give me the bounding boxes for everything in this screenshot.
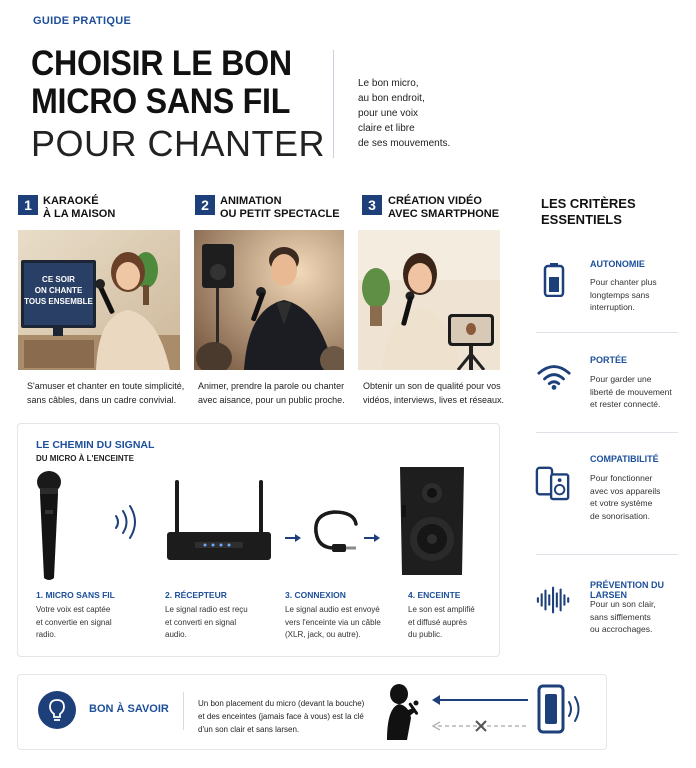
intro-line: de ses mouvements. — [358, 138, 451, 149]
criterion-name: PORTÉE — [590, 355, 628, 365]
use-case-title — [220, 195, 340, 221]
intro-line: Le bon micro, — [358, 78, 419, 89]
crit-line: ou accrochages. — [590, 624, 653, 634]
use-case-number: 3 — [362, 195, 382, 215]
radio-waves-icon — [110, 504, 140, 545]
criteria-divider — [536, 554, 678, 555]
use-case-title — [388, 195, 499, 221]
tv-text-line: CE SOIR — [42, 275, 75, 284]
step-name: 3. CONNEXION — [285, 590, 346, 600]
step-description — [408, 604, 475, 642]
step-description — [165, 604, 248, 642]
speaker-icon — [396, 465, 468, 582]
step-line: et diffusé auprès — [408, 617, 468, 627]
criteria-title-line: LES CRITÈRES — [541, 196, 636, 211]
use-case-title-line: À LA MAISON — [43, 208, 116, 220]
audio-cable-icon — [312, 508, 360, 565]
criteria-divider — [536, 332, 678, 333]
crit-line: sans sifflements — [590, 611, 651, 622]
use-case-title-line: ANIMATION — [220, 195, 282, 207]
step-line: Votre voix est captée — [36, 605, 111, 614]
karaoke-photo — [18, 230, 180, 370]
step-line: du public. — [408, 630, 443, 639]
tip-title: BON À SAVOIR — [89, 703, 169, 715]
singer-silhouette-icon — [383, 682, 425, 745]
step-description — [285, 604, 381, 642]
signal-title: LE CHEMIN DU SIGNAL — [36, 439, 155, 451]
video-creator-photo — [358, 230, 500, 370]
step-line: audio. — [165, 630, 187, 639]
use-case-number: 2 — [195, 195, 215, 215]
step-line: et convertie en signal — [36, 617, 112, 627]
tv-text-line: ON CHANTE — [34, 286, 83, 295]
signal-subtitle: DU MICRO À L'ENCEINTE — [36, 454, 134, 463]
battery-icon — [536, 262, 572, 298]
blocked-path-icon — [430, 719, 530, 738]
tip-line: d'un son clair et sans larsen. — [198, 725, 300, 734]
page-title-line-3: POUR CHANTER — [31, 123, 326, 164]
use-case-description — [363, 379, 504, 407]
crit-line: liberté de mouvement — [590, 386, 672, 397]
desc-line: S'amuser et chanter en toute simplicité, — [27, 381, 185, 391]
tip-divider — [183, 692, 184, 730]
criterion-name: AUTONOMIE — [590, 259, 645, 269]
criteria-title-line: ESSENTIELS — [541, 212, 622, 227]
intro-text — [358, 76, 450, 151]
lightbulb-icon — [38, 691, 76, 734]
criterion-description — [590, 472, 660, 522]
use-case-description — [198, 379, 345, 407]
arrow-right-icon — [363, 530, 381, 548]
criterion-description — [590, 373, 672, 411]
arrow-right-icon — [284, 530, 302, 548]
use-case-number: 1 — [18, 195, 38, 215]
soundwave-icon — [536, 582, 572, 618]
desc-line: sans câbles, dans un cadre convivial. — [27, 395, 177, 405]
desc-line: Obtenir un son de qualité pour vos — [363, 381, 501, 391]
page-title-line-2: MICRO SANS FIL — [31, 82, 291, 121]
step-line: radio. — [36, 630, 57, 639]
step-line: Le signal audio est envoyé — [285, 605, 380, 614]
step-line: et converti en signal — [165, 617, 237, 627]
step-line: Le signal radio est reçu — [165, 605, 248, 614]
intro-line: pour une voix — [358, 108, 419, 119]
crit-line: avec vos appareils — [590, 485, 661, 496]
tv-screen-text — [24, 274, 93, 307]
step-name: 2. RÉCEPTEUR — [165, 590, 227, 600]
criteria-divider — [536, 432, 678, 433]
receiver-icon — [165, 480, 273, 567]
crit-line: Pour chanter plus — [590, 277, 657, 287]
crit-line: et votre système — [590, 498, 653, 508]
arrow-left-icon — [430, 693, 530, 711]
crit-line: Pour un son clair, — [590, 599, 656, 609]
step-name: 1. MICRO SANS FIL — [36, 590, 115, 600]
criterion-name: COMPATIBILITÉ — [590, 454, 659, 464]
desc-line: Animer, prendre la parole ou chanter — [198, 381, 345, 391]
criterion-name: PRÉVENTION DU LARSEN — [590, 580, 665, 600]
use-case-title — [43, 195, 115, 221]
step-description — [36, 604, 112, 642]
use-case-description — [27, 379, 184, 407]
tv-text-line: TOUS ENSEMBLE — [24, 297, 93, 306]
intro-line: au bon endroit, — [358, 93, 425, 104]
wifi-icon — [536, 359, 572, 395]
step-line: vers l'enceinte via un câble — [285, 617, 381, 627]
tip-line: Un bon placement du micro (devant la bouche) — [198, 699, 365, 708]
page-title-line-1: CHOISIR LE BON — [31, 44, 292, 83]
desc-line: avec aisance, pour un public proche. — [198, 395, 345, 405]
desc-line: vidéos, interviews, lives et réseaux. — [363, 395, 505, 405]
crit-line: et rester connecté. — [590, 399, 661, 409]
kicker: GUIDE PRATIQUE — [33, 15, 132, 27]
criteria-title — [541, 196, 636, 228]
crit-line: Pour fonctionner — [590, 473, 653, 483]
devices-icon — [535, 465, 571, 501]
use-case-title-line: KARAOKÉ — [43, 195, 99, 207]
intro-line: claire et libre — [358, 123, 415, 134]
tip-text — [198, 697, 368, 736]
crit-line: de sonorisation. — [590, 510, 651, 521]
wireless-mic-icon — [34, 470, 64, 587]
use-case-title-line: AVEC SMARTPHONE — [388, 208, 500, 220]
use-case-title-line: CRÉATION VIDÉO — [388, 195, 482, 207]
step-name: 4. ENCEINTE — [408, 590, 461, 600]
step-line: (XLR, jack, ou autre). — [285, 630, 361, 639]
crit-line: longtemps sans — [590, 289, 650, 300]
criterion-description — [590, 276, 657, 314]
monitor-speaker-icon — [537, 684, 585, 739]
tip-line: et des enceintes (jamais face à vous) est la clé — [198, 712, 364, 721]
step-line: Le son est amplifié — [408, 605, 475, 614]
crit-line: interruption. — [590, 302, 635, 312]
criterion-description — [590, 598, 656, 636]
performer-photo — [194, 230, 344, 370]
crit-line: Pour garder une — [590, 374, 652, 384]
use-case-title-line: OU PETIT SPECTACLE — [220, 208, 340, 220]
header-divider — [333, 50, 334, 158]
